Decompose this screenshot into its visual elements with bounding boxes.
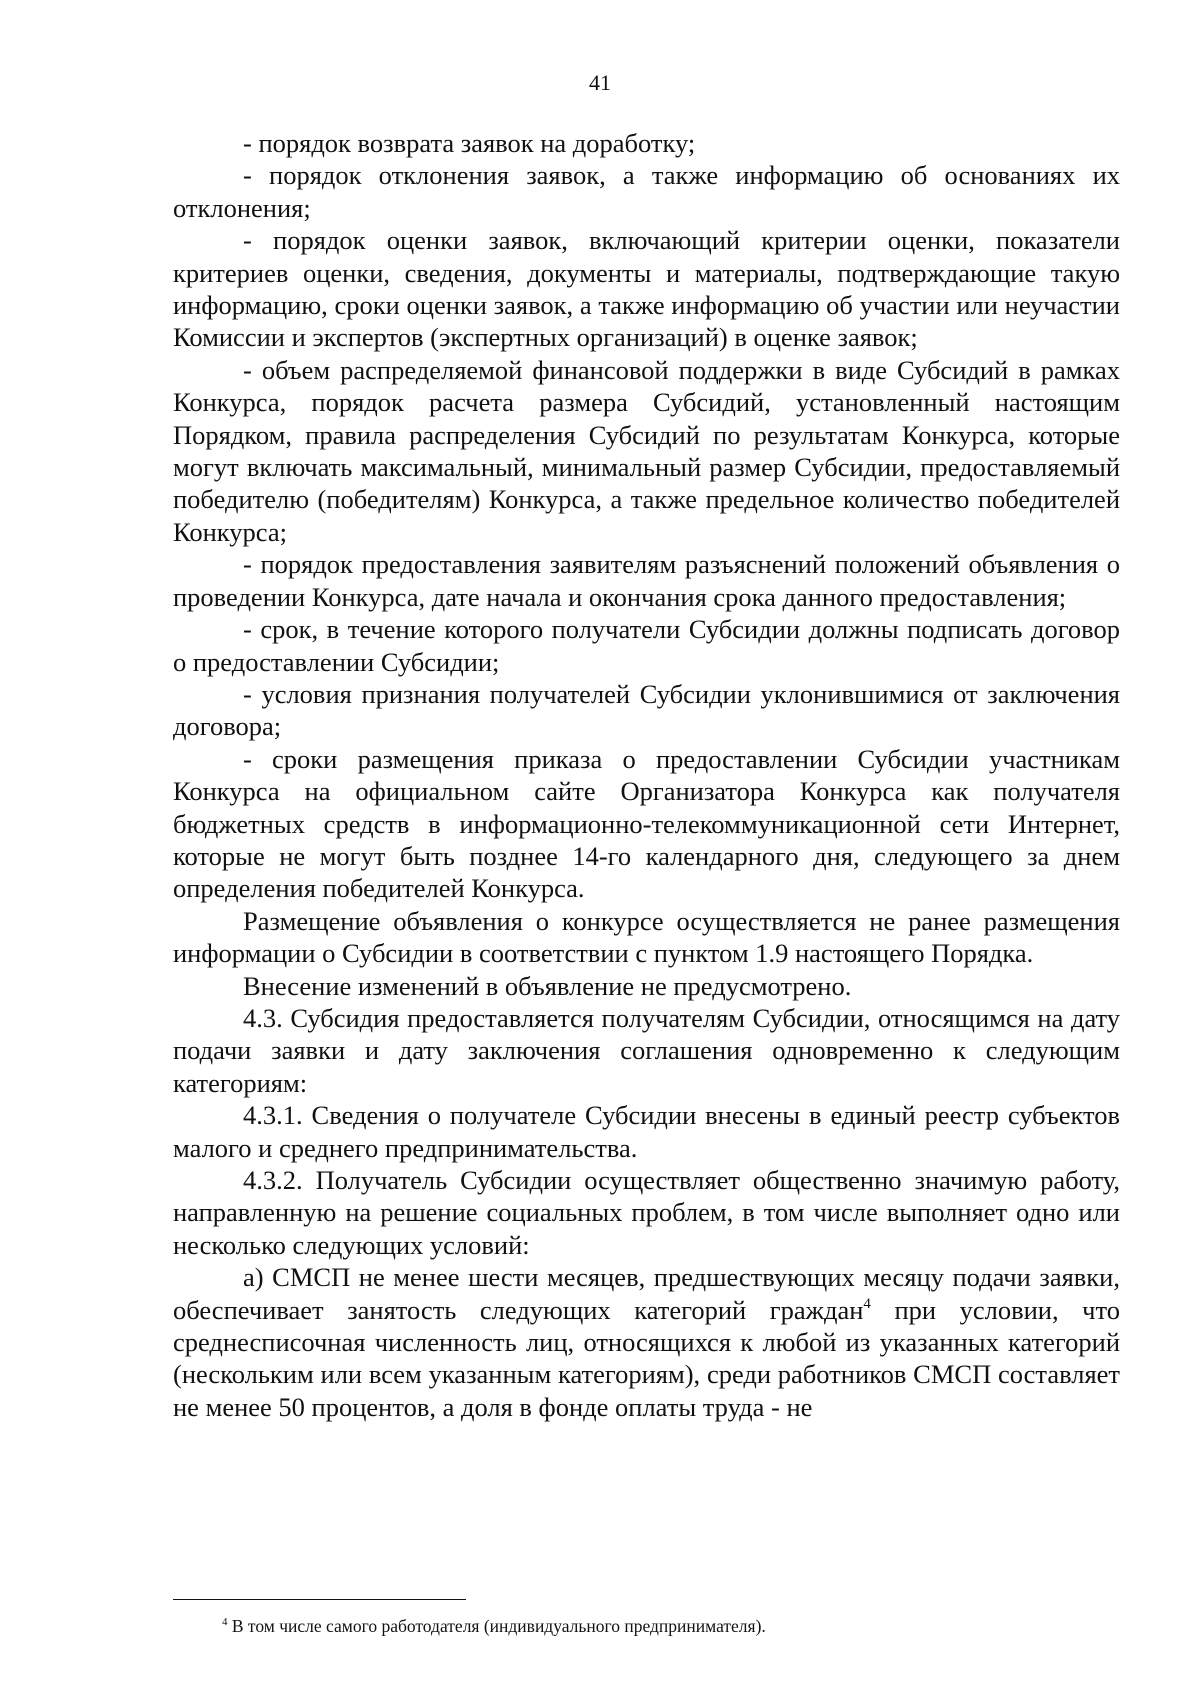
paragraph-order-publication: - сроки размещения приказа о предоставлении Субсидии участникам Конкурса на официальном сайте Организатора Конкурса как получателя бюджетных средств в информационно-телекоммуникационной сети Интернет, которые не могут быть позднее 14-го календарного дня, следующего за днем определения победителей Конкурса.	[173, 743, 1120, 904]
page-number: 41	[589, 70, 611, 95]
paragraph-4-3-2: 4.3.2. Получатель Субсидии осуществляет общественно значимую работу, направленную на решение социальных проблем, в том числе выполняет одно или несколько следующих условий:	[173, 1165, 1120, 1260]
condition-a-text-start: а) СМСП не менее шести месяцев, предшествующих месяцу подачи заявки, обеспечивает занятость следующих категорий граждан	[173, 1262, 1120, 1325]
paragraph-4-3-1: 4.3.1. Сведения о получателе Субсидии внесены в единый реестр субъектов малого и среднего предпринимательства.	[173, 1100, 1120, 1163]
footnote-text: В том числе самого работодателя (индивидуального предпринимателя).	[227, 1616, 766, 1636]
footnote-mark: 4	[222, 1616, 228, 1628]
paragraph-no-changes: Внесение изменений в объявление не предусмотрено.	[243, 970, 852, 1001]
condition-a-text-end: при условии, что среднесписочная численность лиц, относящихся к любой из указанных категорий (нескольким или всем указанным категориям), среди работников СМСП составляет не менее 50 процентов, а доля в фонде оплаты труда - не	[173, 1294, 1120, 1422]
footnote-reference: 4	[863, 1295, 871, 1312]
footnote-separator	[173, 1599, 466, 1600]
paragraph-subsidy-volume: - объем распределяемой финансовой поддержки в виде Субсидий в рамках Конкурса, порядок расчета размера Субсидий, установленный настоящим Порядком, правила распределения Субсидий по результатам Конкурса, которые могут включать максимальный, минимальный размер Субсидии, предоставляемый победителю (победителям) Конкурса, а также предельное количество победителей Конкурса;	[173, 354, 1120, 547]
paragraph-4-3: 4.3. Субсидия предоставляется получателям Субсидии, относящимся на дату подачи заявки и дату заключения соглашения одновременно к следующим категориям:	[173, 1002, 1120, 1098]
document-body	[173, 127, 1120, 1423]
paragraph-returning-applications: - порядок возврата заявок на доработку;	[243, 128, 696, 158]
paragraph-announcement-placement: Размещение объявления о конкурсе осуществляется не ранее размещения информации о Субсидии в соответствии с пунктом 1.9 настоящего Порядка.	[173, 905, 1120, 969]
paragraph-clarifications: - порядок предоставления заявителям разъяснений положений объявления о проведении Конкурса, дате начала и окончания срока данного предоставления;	[173, 549, 1120, 612]
paragraph-signing-deadline: - срок, в течение которого получатели Субсидии должны подписать договор о предоставлении Субсидии;	[173, 614, 1120, 677]
paragraph-condition-a	[173, 1261, 1120, 1423]
paragraph-evaluation-procedure: - порядок оценки заявок, включающий критерии оценки, показатели критериев оценки, сведения, документы и материалы, подтверждающие такую информацию, сроки оценки заявок, а также информацию об участии или неучастии Комиссии и экспертов (экспертных организаций) в оценке заявок;	[173, 225, 1120, 353]
paragraph-rejecting-applications: - порядок отклонения заявок, а также информацию об основаниях их отклонения;	[173, 160, 1120, 223]
footnote	[222, 1615, 1120, 1637]
paragraph-evasion-conditions: - условия признания получателей Субсидии уклонившимися от заключения договора;	[173, 678, 1120, 742]
